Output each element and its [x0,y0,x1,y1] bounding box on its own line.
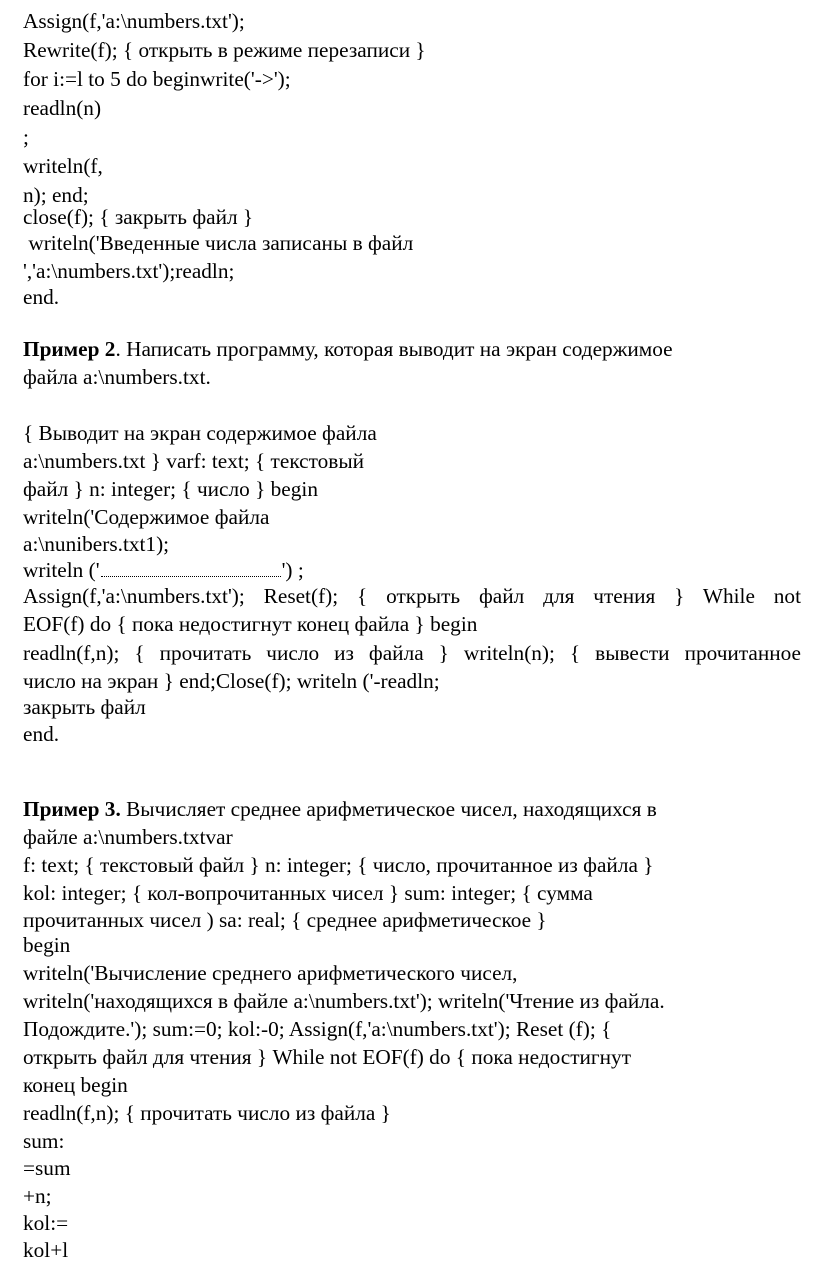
code-line: begin [23,933,71,957]
code-line: sum: [23,1129,65,1153]
code-line: kol: integer; { кол-вопрочитанных чисел } sum: integer; { сумма [23,881,593,905]
example-2-heading-line2: файла a:\numbers.txt. [23,365,211,389]
code-line: EOF(f) do { пока недостигнут конец файла } begin [23,612,478,636]
code-line: +n; [23,1184,52,1208]
code-line: Rewrite(f); { открыть в режиме перезаписи } [23,38,426,62]
code-line: Подождите.'); sum:=0; kol:-0; Assign(f,'a:\numbers.txt'); Reset (f); { [23,1017,612,1041]
code-line: открыть файл для чтения } While not EOF(f) do { пока недостигнут [23,1045,632,1069]
code-line: writeln('Вычисление среднего арифметического чисел, [23,961,518,985]
code-line: a:\nunibers.txt1); [23,532,170,556]
code-line: ','a:\numbers.txt');readln; [23,259,235,283]
code-line: =sum [23,1156,71,1180]
code-line: for i:=l to 5 do beginwrite('->'); [23,67,291,91]
example-3-heading-text: Вычисляет среднее арифметическое чисел, находящихся в [120,797,657,821]
code-line: writeln('находящихся в файле a:\numbers.txt'); writeln('Чтение из файла. [23,989,665,1013]
code-line: readln(f,n); { прочитать число из файла } [23,1101,391,1125]
code-line: прочитанных чисел ) sa: real; { среднее арифметическое } [23,908,547,932]
code-line: readln(n) [23,96,102,120]
code-line: ; [23,125,29,149]
example-2-heading-text: . Написать программу, которая выводит на экран содержимое [115,337,673,361]
code-line: a:\numbers.txt } varf: text; { текстовый [23,449,365,473]
code-line: { Выводит на экран содержимое файла [23,421,377,445]
code-line: readln(f,n); { прочитать число из файла } writeln(n); { вывести прочитанное [23,641,801,665]
code-line: n); end; [23,183,89,207]
code-line: end. [23,285,60,309]
code-line-dotted [23,557,304,583]
code-line: writeln('Введенные числа записаны в файл [23,231,414,255]
code-line: число на экран } end;Close(f); writeln ('-readln; [23,669,440,693]
code-line: writeln(f, [23,154,103,178]
code-line: файле a:\numbers.txtvar [23,825,233,849]
code-line: kol:= [23,1211,69,1235]
code-line: файл } n: integer; { число } begin [23,477,318,501]
code-fragment: ') ; [281,558,304,582]
dotted-separator [101,562,281,577]
code-line: Assign(f,'a:\numbers.txt'); Reset(f); { открыть файл для чтения } While not [23,584,801,608]
example-2-label: Пример 2 [23,337,116,361]
code-line: конец begin [23,1073,128,1097]
code-line: закрыть файл [23,695,146,719]
example-3-heading [23,796,657,822]
example-3-label: Пример 3. [23,797,121,821]
code-fragment: writeln (' [23,558,100,582]
code-line: end. [23,722,60,746]
code-line: writeln('Содержимое файла [23,505,270,529]
code-line: kol+l [23,1238,69,1262]
code-line: close(f); { закрыть файл } [23,205,254,229]
example-2-heading [23,336,673,362]
code-line: Assign(f,'a:\numbers.txt'); [23,9,245,33]
code-line: f: text; { текстовый файл } n: integer; { число, прочитанное из файла } [23,853,654,877]
